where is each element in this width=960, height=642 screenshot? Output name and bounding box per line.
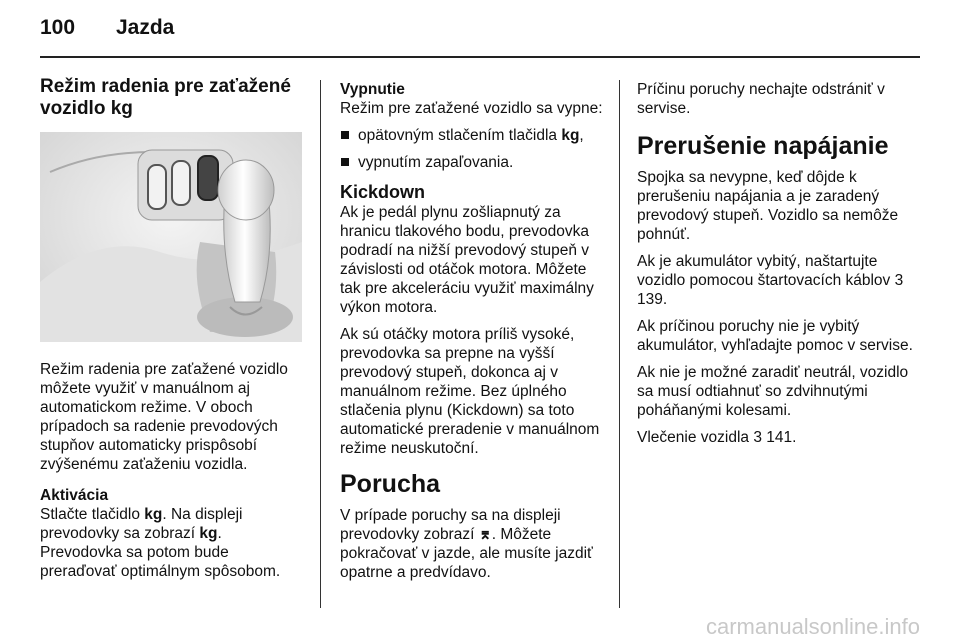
fault-service-text: Príčinu poruchy nechajte odstrániť v servise. <box>637 81 885 117</box>
power-p1: Spojka sa nevypne, keď dôjde k prerušeniu napájania a je zaradený prevodový stupeň. Vozidlo sa nemôže pohnúť. <box>637 169 899 243</box>
page-reference-link[interactable]: 3 139. <box>637 272 904 308</box>
off-list <box>340 126 604 172</box>
list-item <box>340 126 604 145</box>
kg-label: kg <box>144 506 163 523</box>
kg-label: kg <box>561 127 580 144</box>
list-item: vypnutím zapaľovania. <box>340 153 604 172</box>
power-p3: Ak príčinou poruchy nie je vybitý akumulátor, vyhľadajte pomoc v servise. <box>637 318 913 354</box>
gear-shift-buttons-photo <box>40 132 302 342</box>
kg-label: kg <box>199 525 218 542</box>
page-number: 100 <box>40 16 76 39</box>
heavy-load-intro: Režim radenia pre zaťažené vozidlo môžete využiť v manuálnom aj automatickom režime. V oboch prípadoch sa radenie prevodových stupňov automaticky prispôsobí zvýšenému zaťaženiu vozidla. <box>40 361 288 473</box>
fault-paragraph <box>340 506 604 582</box>
activation-text-b: . Na displeji prevodovky sa zobrazí <box>40 506 243 542</box>
bullet-text-end: , <box>579 127 584 144</box>
activation-text-a: Stlačte tlačidlo <box>40 506 145 523</box>
activation-title: Aktivácia <box>40 487 109 504</box>
kickdown-p2: Ak sú otáčky motora príliš vysoké, prevodovka sa prepne na vyšší prevodový stupeň, dokonca aj v manuálnom režime. Bez úplného stlačenia plynu (Kickdown) sa toto automatické preradenie v manuálnom režime neuskutoční. <box>340 326 600 457</box>
activation-paragraph <box>40 486 302 581</box>
power-p4: Ak nie je možné zaradiť neutrál, vozidlo sa musí odtiahnuť so zdvihnutými poháňanými kolesami. <box>637 364 909 419</box>
fault-text-a: V prípade poruchy sa na displeji prevodovky zobrazí <box>340 507 561 543</box>
power-p2 <box>637 252 923 309</box>
power-p2-text: Ak je akumulátor vybitý, naštartujte vozidlo pomocou štartovacích káblov <box>637 253 895 289</box>
header-rule <box>40 56 920 58</box>
power-p5 <box>637 428 923 447</box>
power-heading: Prerušenie napájanie <box>637 132 889 160</box>
power-p5-text: Vlečenie vozidla <box>637 429 754 446</box>
heavy-load-heading: Režim radenia pre zaťažené vozidlo kg <box>40 76 291 119</box>
page-header <box>40 16 174 40</box>
kickdown-p1: Ak je pedál plynu zošliapnutý za hranicu tlakového bodu, prevodovka podradí na nižší prevodový stupeň v závislosti od otáčok motora. Môžete tak pre akceleráciu využiť maximálny výkon motora. <box>340 204 594 316</box>
column-1 <box>40 76 302 589</box>
fault-heading: Porucha <box>340 470 441 498</box>
activation-text-c: . Prevodovka sa potom bude preraďovať optimálnym spôsobom. <box>40 525 281 580</box>
column-divider <box>619 80 620 608</box>
bullet-text: opätovným stlačením tlačidla <box>358 127 562 144</box>
column-3 <box>637 80 923 455</box>
fault-symbol-icon: ⌆ <box>478 526 492 543</box>
column-2 <box>340 80 604 590</box>
off-text: Režim pre zaťažené vozidlo sa vypne: <box>340 100 603 117</box>
section-title: Jazda <box>116 16 175 39</box>
kickdown-heading: Kickdown <box>340 182 426 202</box>
fault-text-b: . Môžete pokračovať v jazde, ale musíte jazdiť opatrne a predvídavo. <box>340 526 593 581</box>
column-divider <box>320 80 321 608</box>
watermark: carmanualsonline.info <box>705 614 920 639</box>
off-title: Vypnutie <box>340 81 405 98</box>
page-reference-link[interactable]: 3 141. <box>753 429 797 446</box>
